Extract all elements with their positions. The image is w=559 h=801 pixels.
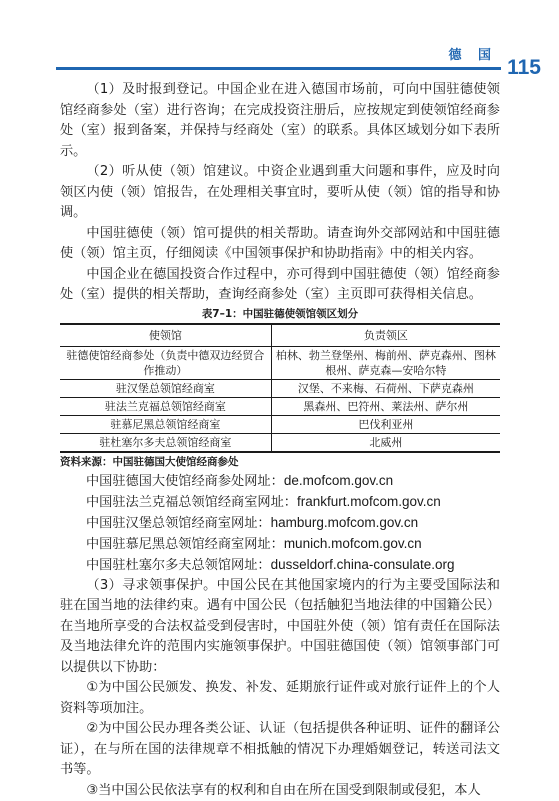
table-header-row: [60, 324, 500, 347]
paragraph-notarization: ②为中国公民办理各类公证、认证（包括提供各种证明、证件的翻译公证），在与所在国的法律规章不相抵触的情况下办理婚姻登记，转送司法文书等。: [60, 719, 500, 781]
mission-cell: 驻杜塞尔多夫总领馆经商室: [60, 433, 271, 452]
district-cell: 北威州: [271, 433, 500, 452]
website-url: de.mofcom.gov.cn: [284, 473, 393, 488]
paragraph-embassy-help: 中国驻德使（领）馆可提供的相关帮助。请查询外交部网站和中国驻德使（领）馆主页，仔细阅读《中国领事保护和协助指南》中的相关内容。: [60, 224, 500, 265]
table-caption: 表7–1：中国驻德使领馆领区划分: [60, 307, 500, 321]
website-url: munich.mofcom.gov.cn: [284, 536, 422, 551]
website-list: [60, 471, 500, 576]
header-rule: [56, 67, 501, 70]
mission-cell: 驻法兰克福总领馆经商室: [60, 397, 271, 415]
table-source-note: 资料来源：中国驻德国大使馆经商参处: [60, 454, 500, 471]
paragraph-follow-advice: （2）听从使（领）馆建议。中资企业遇到重大问题和事件，应及时向领区内使（领）馆报告，在处理相关事宜时，要听从使（领）馆的指导和协调。: [60, 162, 500, 224]
website-url: dusseldorf.china-consulate.org: [271, 557, 455, 572]
website-url: hamburg.mofcom.gov.cn: [271, 515, 419, 530]
paragraph-report-registration: （1）及时报到登记。中国企业在进入德国市场前，可向中国驻德使领馆经商参处（室）进行咨询；在完成投资注册后，应按规定到使领馆经商参处（室）报到备案，并保持与经商处（室）的联系。具体区域划分如下表所示。: [60, 80, 500, 162]
header-mission: 使领馆: [60, 324, 271, 347]
paragraph-rights-protection: ③当中国公民依法享有的权利和自由在所在国受到限制或侵犯，本人: [60, 781, 500, 801]
website-label: 中国驻汉堡总领馆经商室网址：: [86, 516, 271, 531]
website-item: [86, 471, 500, 492]
table-row: [60, 433, 500, 452]
website-label: 中国驻德国大使馆经商参处网址：: [86, 474, 284, 489]
paragraph-travel-documents: ①为中国公民颁发、换发、补发、延期旅行证件或对旅行证件上的个人资料等项加注。: [60, 678, 500, 719]
website-url: frankfurt.mofcom.gov.cn: [297, 494, 441, 509]
consular-district-table: [60, 323, 500, 453]
paragraph-commercial-office-help: 中国企业在德国投资合作过程中，亦可得到中国驻德使（领）馆经商参处（室）提供的相关帮助，查询经商参处（室）主页即可获得相关信息。: [60, 265, 500, 306]
district-cell: 巴伐利亚州: [271, 415, 500, 433]
website-item: [86, 492, 500, 513]
page-number: 115: [507, 56, 541, 80]
website-item: [86, 555, 500, 576]
mission-cell: 驻汉堡总领馆经商室: [60, 379, 271, 397]
table-row: [60, 415, 500, 433]
table-row: [60, 397, 500, 415]
paragraph-consular-protection: （3）寻求领事保护。中国公民在其他国家境内的行为主要受国际法和驻在国当地的法律约束。遇有中国公民（包括触犯当地法律的中国籍公民）在当地所享受的合法权益受到侵害时，中国驻外使（领）馆有责任在国际法及当地法律允许的范围内实施领事保护。中国驻德国使（领）馆领事部门可以提供以下协助：: [60, 576, 500, 679]
table-row: [60, 379, 500, 397]
section-label: 德 国: [448, 44, 497, 63]
mission-cell: 驻德使馆经商参处（负责中德双边经贸合作推动）: [60, 346, 271, 379]
website-label: 中国驻杜塞尔多夫总领馆网址：: [86, 558, 271, 573]
district-cell: 柏林、勃兰登堡州、梅前州、萨克森州、图林根州、萨克森—安哈尔特: [271, 346, 500, 379]
mission-cell: 驻慕尼黑总领馆经商室: [60, 415, 271, 433]
header-district: 负责领区: [271, 324, 500, 347]
district-cell: 汉堡、不来梅、石荷州、下萨克森州: [271, 379, 500, 397]
page-body: [60, 80, 500, 801]
website-label: 中国驻法兰克福总领馆经商室网址：: [86, 495, 297, 510]
district-cell: 黑森州、巴符州、莱法州、萨尔州: [271, 397, 500, 415]
website-item: [86, 534, 500, 555]
website-item: [86, 513, 500, 534]
table-row: [60, 346, 500, 379]
website-label: 中国驻慕尼黑总领馆经商室网址：: [86, 537, 284, 552]
